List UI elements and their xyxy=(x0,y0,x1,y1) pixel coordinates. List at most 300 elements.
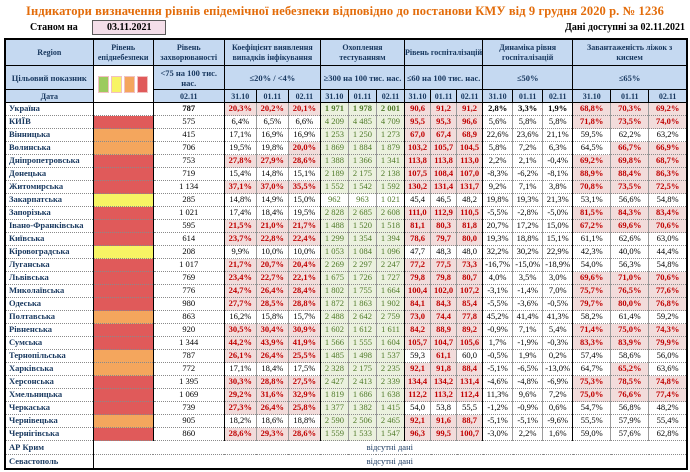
column-group-header: Рівень захворюваності xyxy=(153,39,224,66)
oxygen-bed-load-cell: 75,3% xyxy=(573,376,611,389)
detection-rate-cell: 37,0% xyxy=(256,181,288,194)
hospitalization-dynamics-cell: -6,5% xyxy=(513,363,543,376)
detection-rate-cell: 27,8% xyxy=(224,155,256,168)
testing-coverage-cell: 2 590 xyxy=(320,415,348,428)
oxygen-bed-load-cell: 88,9% xyxy=(573,168,611,181)
hospitalization-dynamics-cell: 6,3% xyxy=(543,142,573,155)
hospitalization-level-cell: 81,8 xyxy=(457,220,483,233)
hospitalization-level-cell: 105,7 xyxy=(431,142,457,155)
incidence-cell: 980 xyxy=(153,298,224,311)
hospitalization-level-cell: 77,8 xyxy=(457,311,483,324)
incidence-cell: 1 017 xyxy=(153,259,224,272)
table-row xyxy=(5,220,687,233)
detection-rate-cell: 9,9% xyxy=(224,246,256,259)
testing-coverage-cell: 1 971 xyxy=(320,103,348,116)
hospitalization-dynamics-cell: -5,5% xyxy=(483,298,513,311)
oxygen-bed-load-cell: 74,8% xyxy=(649,376,687,389)
testing-coverage-cell: 1 273 xyxy=(376,129,404,142)
oxygen-bed-load-cell: 54,0% xyxy=(573,259,611,272)
oxygen-bed-load-cell: 55,4% xyxy=(649,415,687,428)
testing-coverage-cell: 1 542 xyxy=(348,181,376,194)
oxygen-bed-load-cell: 44,4% xyxy=(649,246,687,259)
oxygen-bed-load-cell: 86,3% xyxy=(649,168,687,181)
testing-coverage-cell: 1 802 xyxy=(320,285,348,298)
incidence-cell: 1 069 xyxy=(153,389,224,402)
detection-rate-cell: 29,2% xyxy=(224,389,256,402)
detection-rate-cell: 20,0% xyxy=(288,142,320,155)
oxygen-bed-load-cell: 88,4% xyxy=(611,168,649,181)
table-row xyxy=(5,389,687,402)
hospitalization-level-cell: 88,9 xyxy=(431,324,457,337)
oxygen-bed-load-cell: 58,6% xyxy=(611,350,649,363)
testing-coverage-cell: 2 828 xyxy=(320,207,348,220)
date-header-cell: 01.11 xyxy=(348,90,376,103)
hospitalization-dynamics-cell: -0,4% xyxy=(543,155,573,168)
region-name-cell: Чернігівська xyxy=(5,428,93,441)
hospitalization-level-cell: 46,5 xyxy=(431,194,457,207)
region-name-cell: Кіровоградська xyxy=(5,246,93,259)
hospitalization-level-cell: 108,4 xyxy=(431,168,457,181)
hospitalization-level-cell: 107,2 xyxy=(457,285,483,298)
date-header-cell: 01.11 xyxy=(513,90,543,103)
danger-level-swatch xyxy=(93,168,153,181)
oxygen-bed-load-cell: 59,0% xyxy=(573,428,611,441)
hospitalization-dynamics-cell: 11,3% xyxy=(483,389,513,402)
hospitalization-dynamics-cell: 4,0% xyxy=(483,272,513,285)
date-header-cell: 31.10 xyxy=(224,90,256,103)
testing-coverage-cell: 2 506 xyxy=(348,415,376,428)
region-name-cell: Закарпатська xyxy=(5,194,93,207)
danger-level-swatch xyxy=(93,363,153,376)
region-name-cell: Львівська xyxy=(5,272,93,285)
oxygen-bed-load-cell: 73,5% xyxy=(611,116,649,129)
oxygen-bed-load-cell: 62,8% xyxy=(649,428,687,441)
hospitalization-level-cell: 84,2 xyxy=(405,324,431,337)
hospitalization-dynamics-cell: -5,1% xyxy=(483,415,513,428)
testing-coverage-cell: 1 498 xyxy=(348,350,376,363)
oxygen-bed-load-cell: 56,0% xyxy=(649,350,687,363)
region-name-cell: Черкаська xyxy=(5,402,93,415)
oxygen-bed-load-cell: 55,5% xyxy=(573,415,611,428)
oxygen-bed-load-cell: 62,2% xyxy=(611,129,649,142)
oxygen-bed-load-cell: 77,4% xyxy=(649,389,687,402)
hospitalization-level-cell: 113,8 xyxy=(431,155,457,168)
detection-rate-cell: 18,4% xyxy=(256,207,288,220)
hospitalization-dynamics-cell: 7,0% xyxy=(543,285,573,298)
region-name-cell: Дніпропетровська xyxy=(5,155,93,168)
as-of-date-box: 03.11.2021 xyxy=(92,20,166,35)
testing-coverage-cell: 2 413 xyxy=(348,376,376,389)
hospitalization-dynamics-cell: 7,1% xyxy=(513,181,543,194)
detection-rate-cell: 27,9% xyxy=(256,155,288,168)
legend-yellow-swatch xyxy=(111,76,122,93)
detection-rate-cell: 20,4% xyxy=(288,259,320,272)
detection-rate-cell: 15,0% xyxy=(288,194,320,207)
region-name-cell: Вінницька xyxy=(5,129,93,142)
hospitalization-level-cell: 85,4 xyxy=(457,298,483,311)
hospitalization-level-cell: 84,3 xyxy=(431,298,457,311)
region-name-cell: Тернопільська xyxy=(5,350,93,363)
oxygen-bed-load-cell: 57,6% xyxy=(611,428,649,441)
hospitalization-dynamics-cell: 3,3% xyxy=(513,103,543,116)
region-name-cell: КИЇВ xyxy=(5,116,93,129)
testing-coverage-cell: 962 xyxy=(320,194,348,207)
testing-coverage-cell: 1 686 xyxy=(348,389,376,402)
hospitalization-level-cell: 55,5 xyxy=(457,402,483,415)
region-name-cell: Луганська xyxy=(5,259,93,272)
table-row xyxy=(5,129,687,142)
oxygen-bed-load-cell: 62,6% xyxy=(611,233,649,246)
hospitalization-level-cell: 96,6 xyxy=(457,116,483,129)
testing-coverage-cell: 2 642 xyxy=(348,311,376,324)
detection-rate-cell: 29,3% xyxy=(256,428,288,441)
hospitalization-dynamics-cell: -18,9% xyxy=(543,259,573,272)
testing-coverage-cell: 1 611 xyxy=(376,324,404,337)
detection-rate-cell: 10,0% xyxy=(256,246,288,259)
date-header-cell: 31.10 xyxy=(483,90,513,103)
incidence-cell: 753 xyxy=(153,155,224,168)
hospitalization-level-cell: 107,5 xyxy=(405,168,431,181)
oxygen-bed-load-cell: 56,6% xyxy=(611,194,649,207)
column-group-header: Динаміка рівня госпіталізацій xyxy=(483,39,573,66)
date-header-cell: 01.11 xyxy=(611,90,649,103)
hospitalization-dynamics-cell: 1,9% xyxy=(513,350,543,363)
no-data-row xyxy=(5,441,687,455)
hospitalization-level-cell: 88,4 xyxy=(457,363,483,376)
testing-coverage-cell: 1 488 xyxy=(320,220,348,233)
hospitalization-level-cell: 131,4 xyxy=(457,376,483,389)
testing-coverage-cell: 1 664 xyxy=(376,285,404,298)
hospitalization-level-cell: 67,0 xyxy=(405,129,431,142)
hospitalization-dynamics-cell: -5,1% xyxy=(483,363,513,376)
oxygen-bed-load-cell: 64,5% xyxy=(573,142,611,155)
detection-rate-cell: 15,7% xyxy=(288,311,320,324)
legend-green-swatch xyxy=(98,76,109,93)
hospitalization-level-cell: 105,7 xyxy=(405,337,431,350)
hospitalization-dynamics-cell: 19,3% xyxy=(513,194,543,207)
hospitalization-dynamics-cell: -6,2% xyxy=(513,168,543,181)
hospitalization-dynamics-cell: -5,1% xyxy=(513,415,543,428)
hospitalization-level-cell: 134,4 xyxy=(405,376,431,389)
incidence-cell: 614 xyxy=(153,233,224,246)
hospitalization-dynamics-cell: 7,1% xyxy=(513,324,543,337)
hospitalization-dynamics-cell: -4,6% xyxy=(483,376,513,389)
oxygen-bed-load-cell: 59,2% xyxy=(649,311,687,324)
detection-rate-cell: 14,9% xyxy=(256,194,288,207)
hospitalization-level-cell: 112,2 xyxy=(405,389,431,402)
detection-rate-cell: 18,4% xyxy=(256,363,288,376)
oxygen-bed-load-cell: 70,3% xyxy=(611,103,649,116)
oxygen-bed-load-cell: 69,2% xyxy=(649,103,687,116)
testing-coverage-cell: 1 021 xyxy=(376,194,404,207)
region-name-cell: Хмельницька xyxy=(5,389,93,402)
target-value-header: ≤20% / <4% xyxy=(224,66,320,90)
detection-rate-cell: 18,8% xyxy=(288,415,320,428)
hospitalization-level-cell: 67,4 xyxy=(431,129,457,142)
table-row xyxy=(5,285,687,298)
detection-rate-cell: 26,1% xyxy=(224,350,256,363)
testing-coverage-cell: 2 138 xyxy=(376,168,404,181)
danger-level-swatch xyxy=(93,428,153,441)
incidence-cell: 1 344 xyxy=(153,337,224,350)
detection-rate-cell: 20,2% xyxy=(256,103,288,116)
hospitalization-dynamics-cell: -13,0% xyxy=(543,363,573,376)
incidence-cell: 285 xyxy=(153,194,224,207)
hospitalization-level-cell: 84,1 xyxy=(405,298,431,311)
danger-level-swatch xyxy=(93,311,153,324)
table-row xyxy=(5,233,687,246)
date-header-cell: 31.10 xyxy=(573,90,611,103)
date-header-cell: 02.11 xyxy=(376,90,404,103)
oxygen-bed-load-cell: 71,8% xyxy=(573,116,611,129)
date-header-cell: 02.11 xyxy=(649,90,687,103)
detection-rate-cell: 6,5% xyxy=(256,116,288,129)
hospitalization-dynamics-cell: 18,8% xyxy=(513,233,543,246)
meta-bar xyxy=(0,20,690,37)
hospitalization-level-cell: 134,2 xyxy=(431,376,457,389)
oxygen-bed-load-cell: 66,9% xyxy=(649,142,687,155)
testing-coverage-cell: 2 235 xyxy=(376,363,404,376)
target-value-header: ≤50% xyxy=(483,66,573,90)
region-name-cell: Чернівецька xyxy=(5,415,93,428)
hospitalization-dynamics-cell: -1,2% xyxy=(483,402,513,415)
hospitalization-level-cell: 112,4 xyxy=(457,389,483,402)
detection-rate-cell: 27,5% xyxy=(288,376,320,389)
no-data-cell: відсутні дані xyxy=(93,455,687,470)
hospitalization-level-cell: 79,8 xyxy=(431,272,457,285)
hospitalization-level-cell: 59,3 xyxy=(405,350,431,363)
target-row-label: Цільовий показник xyxy=(5,66,93,90)
danger-level-swatch xyxy=(93,142,153,155)
testing-coverage-cell: 4 485 xyxy=(348,116,376,129)
hospitalization-level-cell: 91,6 xyxy=(431,415,457,428)
oxygen-bed-load-cell: 75,0% xyxy=(573,389,611,402)
testing-coverage-cell: 1 755 xyxy=(348,285,376,298)
target-value-header: ≥300 на 100 тис. нас. xyxy=(320,66,404,90)
danger-level-swatch xyxy=(93,285,153,298)
detection-rate-cell: 26,4% xyxy=(256,402,288,415)
testing-coverage-cell: 1 559 xyxy=(320,428,348,441)
hospitalization-dynamics-cell: -9,6% xyxy=(543,415,573,428)
hospitalization-dynamics-cell: -0,5% xyxy=(543,298,573,311)
target-value-header: <75 на 100 тис. нас. xyxy=(153,66,224,90)
region-name-cell: Україна xyxy=(5,103,93,116)
oxygen-bed-load-cell: 40,0% xyxy=(611,246,649,259)
testing-coverage-cell: 1 612 xyxy=(348,324,376,337)
incidence-cell: 769 xyxy=(153,272,224,285)
table-row xyxy=(5,428,687,441)
hospitalization-dynamics-cell: -5,0% xyxy=(543,207,573,220)
testing-coverage-cell: 2 339 xyxy=(376,376,404,389)
oxygen-bed-load-cell: 70,8% xyxy=(573,181,611,194)
oxygen-bed-load-cell: 83,9% xyxy=(611,337,649,350)
table-row xyxy=(5,415,687,428)
oxygen-bed-load-cell: 72,5% xyxy=(649,181,687,194)
testing-coverage-cell: 4 209 xyxy=(320,116,348,129)
detection-rate-cell: 28,6% xyxy=(288,155,320,168)
detection-rate-cell: 30,4% xyxy=(256,324,288,337)
hospitalization-level-cell: 80,3 xyxy=(431,220,457,233)
testing-coverage-cell: 1 537 xyxy=(376,350,404,363)
hospitalization-level-cell: 77,2 xyxy=(405,259,431,272)
testing-coverage-cell: 1 555 xyxy=(348,337,376,350)
table-row xyxy=(5,103,687,116)
region-name-cell: Херсонська xyxy=(5,376,93,389)
oxygen-bed-load-cell: 74,3% xyxy=(649,324,687,337)
hospitalization-level-cell: 47,7 xyxy=(405,246,431,259)
oxygen-bed-load-cell: 75,0% xyxy=(611,324,649,337)
region-name-cell: Полтавська xyxy=(5,311,93,324)
testing-coverage-cell: 1 902 xyxy=(376,298,404,311)
hospitalization-dynamics-cell: -2,8% xyxy=(513,207,543,220)
hospitalization-dynamics-cell: -8,3% xyxy=(483,168,513,181)
hospitalization-level-cell: 89,2 xyxy=(457,324,483,337)
table-body xyxy=(5,103,687,470)
detection-rate-cell: 21,7% xyxy=(288,220,320,233)
hospitalization-dynamics-cell: 17,2% xyxy=(513,220,543,233)
oxygen-bed-load-cell: 53,1% xyxy=(573,194,611,207)
no-data-cell: відсутні дані xyxy=(93,441,687,455)
testing-coverage-cell: 1 638 xyxy=(376,389,404,402)
incidence-cell: 575 xyxy=(153,116,224,129)
testing-coverage-cell: 1 547 xyxy=(376,428,404,441)
hospitalization-dynamics-cell: 0,2% xyxy=(543,350,573,363)
detection-rate-cell: 28,8% xyxy=(288,298,320,311)
date-header-cell: 01.11 xyxy=(256,90,288,103)
danger-level-swatch xyxy=(93,350,153,363)
table-row xyxy=(5,142,687,155)
hospitalization-dynamics-cell: 7,2% xyxy=(513,142,543,155)
oxygen-bed-load-cell: 57,4% xyxy=(573,350,611,363)
oxygen-bed-load-cell: 70,6% xyxy=(649,220,687,233)
testing-coverage-cell: 1 382 xyxy=(348,402,376,415)
testing-coverage-cell: 1 253 xyxy=(320,129,348,142)
hospitalization-level-cell: 110,5 xyxy=(457,207,483,220)
oxygen-bed-load-cell: 69,8% xyxy=(611,155,649,168)
hospitalization-level-cell: 131,4 xyxy=(431,181,457,194)
detection-rate-cell: 17,1% xyxy=(224,363,256,376)
hospitalization-dynamics-cell: 5,4% xyxy=(543,324,573,337)
oxygen-bed-load-cell: 69,2% xyxy=(573,155,611,168)
hospitalization-level-cell: 99,5 xyxy=(431,428,457,441)
testing-coverage-cell: 2 297 xyxy=(348,259,376,272)
testing-coverage-cell: 1 096 xyxy=(376,246,404,259)
testing-coverage-cell: 1 872 xyxy=(320,298,348,311)
hospitalization-dynamics-cell: 45,2% xyxy=(483,311,513,324)
date-header-cell: 31.10 xyxy=(405,90,431,103)
region-name-cell: Одеська xyxy=(5,298,93,311)
hospitalization-dynamics-cell: 19,8% xyxy=(483,194,513,207)
detection-rate-cell: 37,1% xyxy=(224,181,256,194)
hospitalization-level-cell: 113,2 xyxy=(431,389,457,402)
oxygen-bed-load-cell: 69,6% xyxy=(573,272,611,285)
hospitalization-dynamics-cell: 3,8% xyxy=(543,181,573,194)
testing-coverage-cell: 1 592 xyxy=(376,181,404,194)
table-row xyxy=(5,363,687,376)
incidence-cell: 208 xyxy=(153,246,224,259)
region-name-cell: Житомирська xyxy=(5,181,93,194)
date-header-cell: 02.11 xyxy=(543,90,573,103)
detection-rate-cell: 43,9% xyxy=(256,337,288,350)
testing-coverage-cell: 1 518 xyxy=(376,220,404,233)
testing-coverage-cell: 1 879 xyxy=(376,142,404,155)
oxygen-bed-load-cell: 77,6% xyxy=(649,285,687,298)
table-row xyxy=(5,376,687,389)
danger-level-legend xyxy=(93,66,153,103)
oxygen-bed-load-cell: 69,6% xyxy=(611,220,649,233)
oxygen-bed-load-cell: 75,7% xyxy=(573,285,611,298)
oxygen-bed-load-cell: 80,0% xyxy=(611,298,649,311)
incidence-cell: 706 xyxy=(153,142,224,155)
hospitalization-dynamics-cell: 15,1% xyxy=(543,233,573,246)
table-row xyxy=(5,181,687,194)
testing-coverage-cell: 1 053 xyxy=(320,246,348,259)
oxygen-bed-load-cell: 59,5% xyxy=(573,129,611,142)
danger-level-swatch xyxy=(93,389,153,402)
danger-level-swatch xyxy=(93,337,153,350)
incidence-cell: 719 xyxy=(153,168,224,181)
incidence-cell: 863 xyxy=(153,311,224,324)
danger-level-swatch xyxy=(93,298,153,311)
legend-swatches xyxy=(94,76,153,93)
hospitalization-dynamics-cell: 7,2% xyxy=(543,389,573,402)
hospitalization-level-cell: 107,0 xyxy=(457,168,483,181)
oxygen-bed-load-cell: 65,2% xyxy=(611,363,649,376)
detection-rate-cell: 16,9% xyxy=(288,129,320,142)
table-row xyxy=(5,207,687,220)
danger-level-swatch xyxy=(93,415,153,428)
hospitalization-dynamics-cell: -0,3% xyxy=(543,337,573,350)
hospitalization-dynamics-cell: 2,2% xyxy=(483,155,513,168)
detection-rate-cell: 19,5% xyxy=(224,142,256,155)
hospitalization-level-cell: 103,2 xyxy=(405,142,431,155)
target-value-header: ≤60 на 100 тис. нас. xyxy=(405,66,483,90)
oxygen-bed-load-cell: 68,8% xyxy=(573,103,611,116)
hospitalization-dynamics-cell: 20,7% xyxy=(483,220,513,233)
detection-rate-cell: 18,6% xyxy=(256,415,288,428)
oxygen-bed-load-cell: 67,2% xyxy=(573,220,611,233)
hospitalization-level-cell: 95,5 xyxy=(405,116,431,129)
danger-level-swatch xyxy=(93,207,153,220)
table-row xyxy=(5,298,687,311)
hospitalization-dynamics-cell: 22,6% xyxy=(483,129,513,142)
oxygen-bed-load-cell: 79,9% xyxy=(649,337,687,350)
date-header-cell: 02.11 xyxy=(457,90,483,103)
detection-rate-cell: 26,4% xyxy=(256,285,288,298)
testing-coverage-cell: 963 xyxy=(348,194,376,207)
detection-rate-cell: 16,2% xyxy=(224,311,256,324)
oxygen-bed-load-cell: 54,7% xyxy=(573,402,611,415)
detection-rate-cell: 22,4% xyxy=(288,233,320,246)
table-row xyxy=(5,311,687,324)
incidence-cell: 920 xyxy=(153,324,224,337)
oxygen-bed-load-cell: 71,0% xyxy=(611,272,649,285)
hospitalization-dynamics-cell: 41,4% xyxy=(513,311,543,324)
oxygen-bed-load-cell: 83,3% xyxy=(573,337,611,350)
oxygen-bed-load-cell: 76,5% xyxy=(611,285,649,298)
hospitalization-level-cell: 91,2 xyxy=(431,103,457,116)
column-group-header: Рівень епіднебезпеки xyxy=(93,39,153,66)
hospitalization-level-cell: 53,8 xyxy=(431,402,457,415)
oxygen-bed-load-cell: 61,4% xyxy=(611,311,649,324)
hospitalization-dynamics-cell: -4,8% xyxy=(513,376,543,389)
danger-level-swatch xyxy=(93,155,153,168)
hospitalization-dynamics-cell: 30,2% xyxy=(513,246,543,259)
hospitalization-level-cell: 74,4 xyxy=(431,311,457,324)
hospitalization-level-cell: 113,8 xyxy=(405,155,431,168)
hospitalization-level-cell: 91,2 xyxy=(457,103,483,116)
testing-coverage-cell: 1 726 xyxy=(348,272,376,285)
